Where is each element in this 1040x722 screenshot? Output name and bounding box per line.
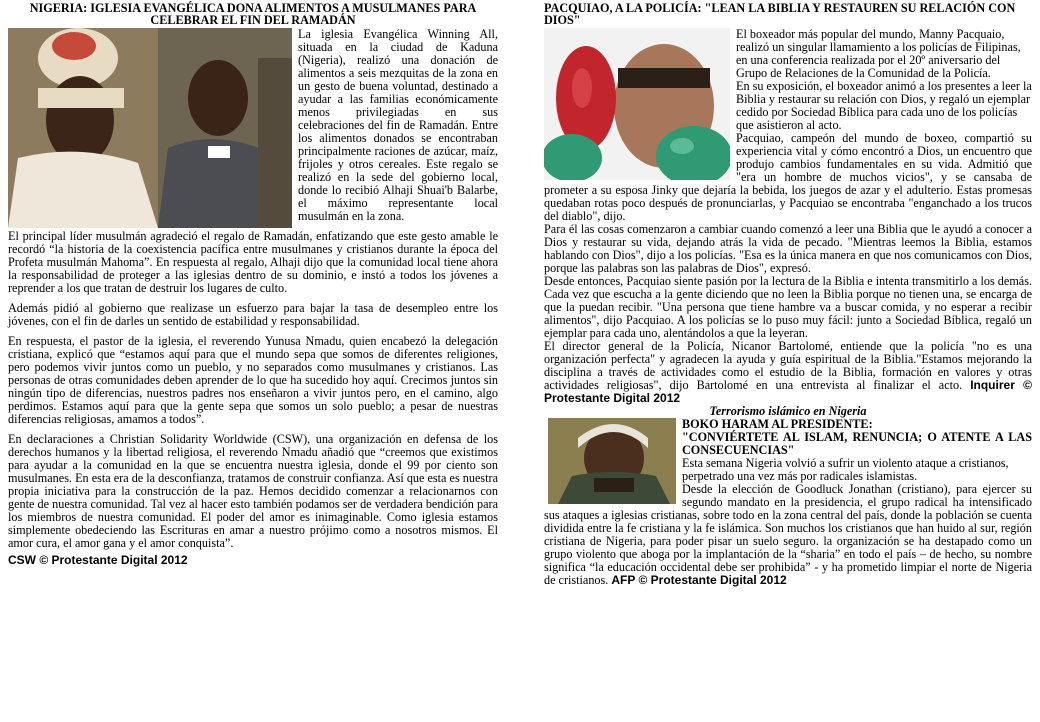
boko-paragraph-1: Esta semana Nigeria volvió a sufrir un violento ataque a cristianos, perpetrado una vez más por radicales islamistas. (682, 456, 1009, 483)
left-credit: CSW © Protestante Digital 2012 (8, 553, 188, 567)
right-paragraph-2: En su exposición, el boxeador animó a los presentes a leer la Biblia y restaurar su relación con Dios, y regaló un ejemplar cedido por Sociedad Bíblica para cada uno de los policías que asistieron al acto. (736, 79, 1032, 132)
left-article (8, 0, 498, 567)
right-paragraph-6 (544, 340, 1032, 405)
right-paragraph-4: Para él las cosas comenzaron a cambiar cuando comenzó a leer una Biblia que le ayudó a conocer a Dios y restaurar su vida, dejando atrás la vida de pecado. "Mientras leemos la Biblia, estamos hablando con Dios", dijo a los policías. "Esa es la única manera en que nos comunicamos con Dios, porque las palabras son las palabras de Dios", expresó. (544, 222, 1032, 275)
right-paragraph-1: El boxeador más popular del mundo, Manny Pacquaio, realizó un singular llamamiento a los policías de Filipinas, en una conferencia realizada por el 20º aniversario del Grupo de Relaciones de la Comunidad de la Policía. (736, 27, 1021, 80)
left-paragraph-3: Además pidió al gobierno que realizase un esfuerzo para bajar la tasa de desempleo entre los jóvenes, con el fin de darles un sentido de estabilidad y responsabilidad. (8, 301, 498, 328)
nigeria-subhead: Terrorismo islámico en Nigeria (709, 404, 867, 418)
right-paragraph-5: Desde entonces, Pacquiao siente pasión por la lectura de la Biblia e intenta transmitirlo a los demás. Cada vez que escucha a la gente diciendo que no leen la Biblia porque no tienen una, se encarga de que la puedan recibir. "Una persona que tiene hambre va a buscar comida, y no esperar a recibir alimentos", dijo Pacquiao. A los policías se lo puso muy fácil: junto a Sociedad Bíblica, regaló un ejemplar para cada uno, alentándolos a que la leyeran. (544, 274, 1032, 340)
right-paragraph-3: Pacquiao, campeón del mundo de boxeo, compartió su experiencia vital y cómo encontró a Dios, un encuentro que produjo cambios fundamentales en su vida. Admitió que "era un hombre de muchos vicios", y se cansaba de prometer a su esposa Jinky que dejaría la bebida, los juegos de azar y el adulterio. Estas promesas quedaban rotas poco después de pronunciarlas, y Pacquiao se encontraba "enganchado a los trucos del diablo", dijo. (544, 131, 1032, 223)
right-paragraph-6-text: El director general de la Policía, Nicanor Bartolomé, entiende que la policía "no es una organización perfecta" y agradecen la ayuda y guía espiritual de la Biblia."Estamos mejorando la disciplina a través de actividades como el estudio de la Biblia, formación en valores y otras actividades religiosas", dijo Bartolomé en una entrevista al finalizar el acto. (544, 339, 1032, 392)
left-article-title: NIGERIA: IGLESIA EVANGÉLICA DONA ALIMENTOS A MUSULMANES PARA CELEBRAR EL FIN DEL RAMADÁN (29, 1, 477, 27)
boko-paragraph-2-text: Desde la elección de Goodluck Jonathan (cristiano), para ejercer su segundo mandato en la presidencia, el grupo radical ha intensificado sus ataques a iglesias cristianas, sobre todo en la zona central del país, donde la población se cuenta dividida entre la fe cristiana y la fe islámica. Son muchos los cristianos que han huido al sur, región cristiana de Nigeria, para poder pisar un suelo seguro. la organización se ha destapado como un grupo violento que aboga por la implantación de la “sharia” en todo el país – de hecho, su nombre significa “la educación occidental debe ser prohibida” - y ha prometido limpiar el norte de Nigeria de cristianos. (544, 482, 1032, 587)
boko-haram-title-line-2: "CONVIÉRTETE AL ISLAM, RENUNCIA; O ATENTE A LAS CONSECUENCIAS" (682, 430, 1032, 457)
photo-boko-haram-leader (548, 418, 676, 504)
photo-emir-and-pastor (8, 28, 292, 228)
right-article (544, 0, 1032, 587)
right-article-title: PACQUIAO, A LA POLICÍA: "LEAN LA BIBLIA Y RESTAUREN SU RELACIÓN CON DIOS" (544, 1, 1016, 27)
boko-credit: AFP © Protestante Digital 2012 (611, 573, 787, 587)
right-credit: Inquirer © Protestante Digital 2012 (544, 378, 1033, 405)
photo-boxer (544, 28, 730, 180)
left-paragraph-4: En respuesta, el pastor de la iglesia, el reverendo Yunusa Nmadu, quien encabezó la delegación cristiana, explicó que “estamos aquí para que el mundo sepa que somos de diferentes religiones, pero podemos vivir juntos como un pueblo, y no separados como musulmanes y cristianos. Las personas de otras comunidades deben aprender de lo que ha sucedido hoy aquí. Crecimos juntos sin ningún tipo de diferencias, nuestros padres nos enseñaron a vivir juntos pero, en el camino, algo perdimos. Estamos aquí para que la gente sepa que somos un solo pueblo; a pesar de nuestras diferencias religiosas, amamos a todos”. (8, 334, 498, 426)
boko-haram-title-line-1: BOKO HARAM AL PRESIDENTE: (682, 417, 873, 431)
left-paragraph-5: En declaraciones a Christian Solidarity Worldwide (CSW), una organización en defensa de los derechos humanos y la libertad religiosa, el reverendo Nmadu añadió que “creemos que existimos para ayudar a la comunidad en la que se encuentra nuestra iglesia, donde el 99 por ciento son musulmanes. En esta era de la desconfianza, tratamos de construir confianza. Así que esta es nuestra propia iniciativa para la construcción de la paz. Hemos decidido comenzar a relacionarnos con gente de nuestra comunidad. Tal vez al hacer esto también podamos ser de verdadera bendición para los miembros de nuestra comunidad. El poder del amor es inimaginable. Como iglesia estamos simplemente obedeciendo las Escrituras en amar a nuestro prójimo como a nosotros mismos. El amor cura, el amor gana y el amor conquista”. (8, 432, 498, 550)
left-paragraph-1: La iglesia Evangélica Winning All, situada en la ciudad de Kaduna (Nigeria), realizó una donación de alimentos a seis mezquitas de la zona en un gesto de buena voluntad, destinado a ayudar a las familias económicamente menos privilegiadas en sus celebraciones del fin de Ramadán. Entre los alimentos donados se encontraban principalmente raciones de azúcar, maíz, frijoles y otros cereales. Este regalo se realizó en la sede del gobierno local, donde lo recibió Alhaji Shuai'b Balarbe, el máximo representante local musulmán en la zona. (298, 27, 498, 223)
left-paragraph-2: El principal líder musulmán agradeció el regalo de Ramadán, enfatizando que este gesto amable le recordó “la historia de la coexistencia pacífica entre musulmanes y cristianos durante la época del Profeta musulmán Mahoma”. En respuesta al regalo, Alhaji dijo que la comunidad local tiene ahora la responsabilidad de proteger a las iglesias dentro de su dominio, e instó a todos los jóvenes a reprender a los que tratan de destruir los lugares de culto. (8, 229, 498, 295)
